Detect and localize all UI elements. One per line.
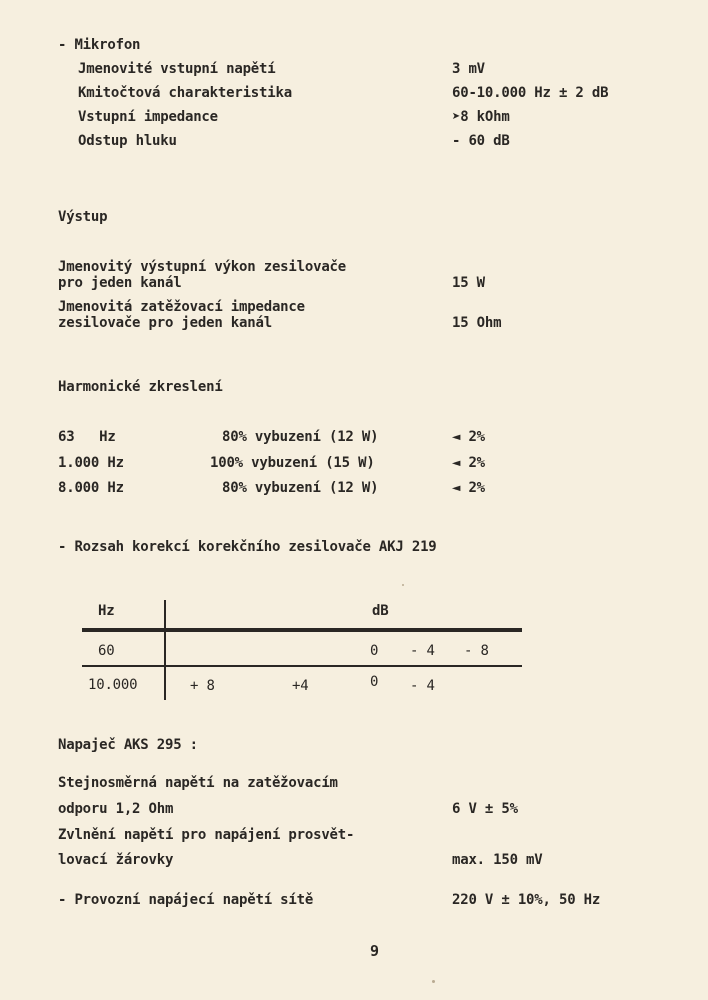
dc-label-line-1: Stejnosměrná napětí na zatěžovacím xyxy=(58,775,338,791)
mains-label: - Provozní napájecí napětí sítě xyxy=(58,892,314,908)
output-heading: Výstup xyxy=(58,209,108,225)
distortion-value: ◄ 2% xyxy=(452,480,485,496)
table-header-rule xyxy=(82,628,522,632)
distortion-heading: Harmonické zkreslení xyxy=(58,379,223,395)
correction-row1-val: - 8 xyxy=(464,643,489,659)
correction-row2-val: + 8 xyxy=(190,678,215,694)
correction-row1-val: - 4 xyxy=(410,643,435,659)
distortion-freq: 1.000 Hz xyxy=(58,455,124,471)
dc-label-line-2: odporu 1,2 Ohm xyxy=(58,801,174,817)
mic-heading: - Mikrofon xyxy=(58,37,141,53)
supply-heading: Napaječ AKS 295 : xyxy=(58,737,198,753)
correction-heading: - Rozsah korekcí korekčního zesilovače AKJ 219 xyxy=(58,539,437,555)
distortion-drive: 80% vybuzení (12 W) xyxy=(222,480,379,496)
mic-row-label: Vstupní impedance xyxy=(78,109,218,125)
correction-row1-hz: 60 xyxy=(98,643,115,659)
mic-row-value: 60-10.000 Hz ± 2 dB xyxy=(452,85,609,101)
power-label-line-1: Jmenovitý výstupní výkon zesilovače xyxy=(58,259,347,275)
mic-row-label: Odstup hluku xyxy=(78,133,177,149)
correction-col-db: dB xyxy=(372,603,389,619)
impedance-label-line-1: Jmenovitá zatěžovací impedance xyxy=(58,299,305,315)
power-label-line-2: pro jeden kanál xyxy=(58,275,182,291)
distortion-value: ◄ 2% xyxy=(452,455,485,471)
mains-value: 220 V ± 10%, 50 Hz xyxy=(452,892,601,908)
ripple-value: max. 150 mV xyxy=(452,852,543,868)
mic-row-label: Kmitočtová charakteristika xyxy=(78,85,292,101)
correction-row2-val: - 4 xyxy=(410,678,435,694)
distortion-drive: 80% vybuzení (12 W) xyxy=(222,429,379,445)
distortion-freq: 8.000 Hz xyxy=(58,480,124,496)
table-vertical-rule xyxy=(164,600,166,700)
impedance-label-line-2: zesilovače pro jeden kanál xyxy=(58,315,272,331)
correction-row2-val: 0 xyxy=(370,674,379,690)
paper-speck xyxy=(432,980,435,983)
correction-col-hz: Hz xyxy=(98,603,115,619)
mic-row-value: - 60 dB xyxy=(452,133,510,149)
mic-row-value: ➤8 kOhm xyxy=(452,109,510,125)
paper-speck xyxy=(402,584,404,586)
dc-value: 6 V ± 5% xyxy=(452,801,518,817)
distortion-value: ◄ 2% xyxy=(452,429,485,445)
correction-row2-val: +4 xyxy=(292,678,309,694)
distortion-freq: 63 Hz xyxy=(58,429,116,445)
table-row-rule xyxy=(82,665,522,667)
ripple-label-line-2: lovací žárovky xyxy=(58,852,174,868)
mic-row-value: 3 mV xyxy=(452,61,485,77)
page-number: 9 xyxy=(370,942,379,960)
correction-row2-hz: 10.000 xyxy=(88,677,138,693)
mic-row-label: Jmenovité vstupní napětí xyxy=(78,61,276,77)
impedance-value: 15 Ohm xyxy=(452,315,502,331)
ripple-label-line-1: Zvlnění napětí pro napájení prosvět- xyxy=(58,827,355,843)
distortion-drive: 100% vybuzení (15 W) xyxy=(210,455,375,471)
power-value: 15 W xyxy=(452,275,485,291)
correction-row1-val: 0 xyxy=(370,643,379,659)
